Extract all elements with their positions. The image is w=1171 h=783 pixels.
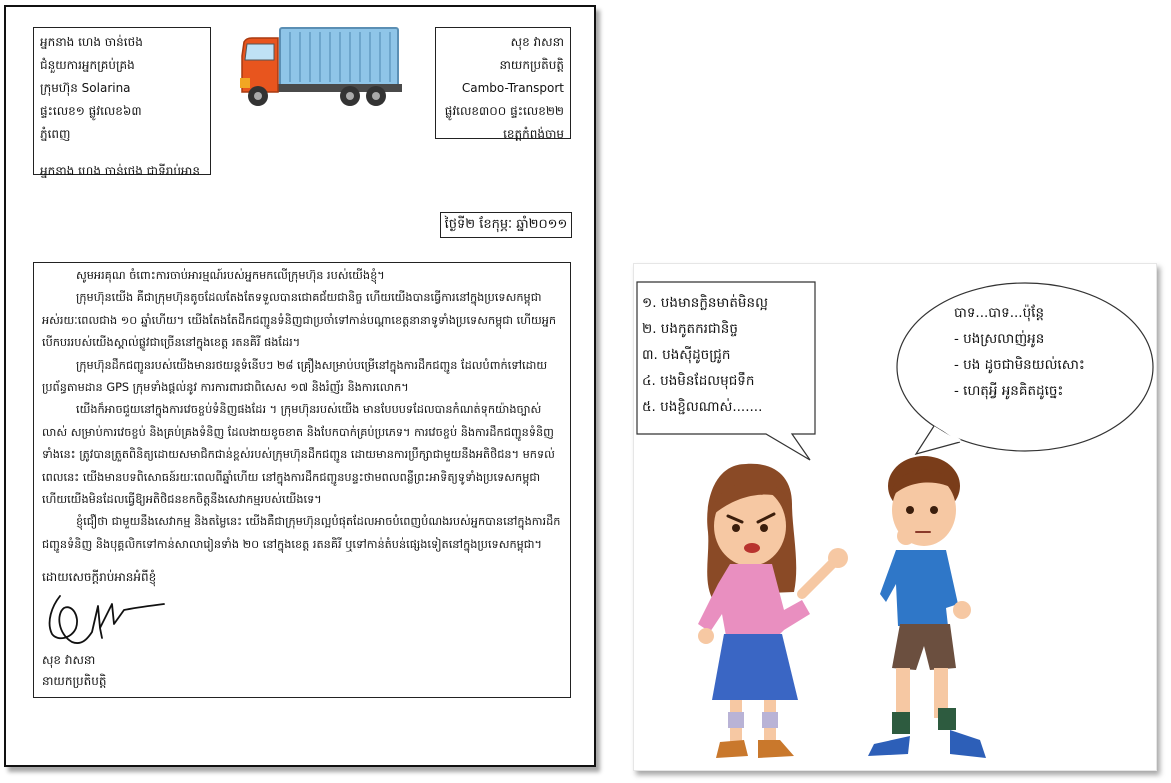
sender-street: ផ្ទះលេខ១ ផ្លូវលេខ៦៣: [40, 104, 142, 118]
sender-title: ជំនួយការអ្នកគ្រប់គ្រង: [40, 58, 135, 72]
girl-line-3: ៣. បងស៊ីដូចជ្រូក: [642, 347, 731, 363]
sender-address-box: [33, 27, 211, 178]
letter-date: ថ្ងៃទី២ ខែកុម្ភៈ ឆ្នាំ២០១១: [440, 212, 572, 238]
signer-title: នាយកប្រតិបត្តិ: [42, 674, 107, 689]
body-paragraph-1: សូមអរគុណ ចំពោះការចាប់អារម្មណ៍របស់អ្នកមកលើក្រុមហ៊ុន របស់យើងខ្ញុំ។: [76, 269, 385, 282]
body-paragraph-5: ខ្ញុំជឿថា ជាមួយនឹងសេវាកម្ម និងតម្លៃនេះ យើងគឺជាក្រុមហ៊ុនល្អបំផុតដែលអាចបំពេញបំណងរបស់អ្នកបាននៅក្នុងការដឹកជញ្ជូនទំនិញ និងបុគ្គលិកទៅកាន់សាលារៀនទាំង ២០ នៅក្នុងខេត្ត រតនគិរី ឬទៅកាន់តំបន់ផ្សេងទៀតនៅក្នុងប្រទេសកម្ពុជា។: [42, 515, 561, 551]
boy-line-3: - បង ដូចជាមិនយល់សោះ: [954, 357, 1085, 373]
sender-name: អ្នកនាង ហេង ចាន់ថេង: [40, 35, 143, 49]
recipient-province: ខេត្តកំពង់ចាម: [503, 127, 564, 141]
angry-girl-illustration: [698, 464, 848, 758]
boy-line-2: - បងស្រលាញ់អូន: [954, 331, 1045, 347]
handwritten-signature: [42, 588, 192, 650]
girl-line-2: ២. បងកូតករជានិច្ច: [642, 321, 738, 337]
sender-company: ក្រុមហ៊ុន Solarina: [40, 81, 131, 95]
girl-line-4: ៤. បងមិនដែលមុជទឹក: [642, 373, 755, 389]
confused-boy-illustration: [868, 456, 986, 758]
recipient-address-box: [435, 27, 571, 139]
truck-icon: [238, 26, 408, 108]
comic-panel: [633, 263, 1157, 771]
sender-city: ភ្នំពេញ: [40, 127, 71, 141]
body-paragraph-4: យើងក៏អាចជួយនៅក្នុងការវេចខ្ចប់ទំនិញផងដែរ ។ ក្រុមហ៊ុនរបស់យើង មានបែបបទដែលបានកំណត់ទុកយ៉ាងច្បាស់លាស់ សម្រាប់ការវេចខ្ចប់ និងគ្រប់គ្រងទំនិញ ដែលងាយខូចខាត និងបែកបាក់គ្រប់ប្រភេទ។ ការវេចខ្ចប់ និងការដឹកជញ្ជូនទំនិញទាំងនេះ ត្រូវបានត្រួតពិនិត្យដោយសមាជិកជាន់ខ្ពស់របស់ក្រុមហ៊ុនដឹកជញ្ជូន ដោយមានការប្រឹក្សាជាមួយនឹងអតិថិជន។ មកទល់ពេលនេះ យើងមានបទពិសោធន៍រយៈពេលពីឆ្នាំហើយ នៅក្នុងការដឹកជញ្ជូនបន្ទះថាមពលពន្លឺព្រះអាទិត្យទូទាំងប្រទេសកម្ពុជា ហើយយើងមិនដែលធ្វើឱ្យអតិថិជនខកចិត្តនឹងសេវាកម្មរបស់យើងទេ។: [42, 403, 555, 507]
letter-closing: ដោយសេចក្តីរាប់អានអំពីខ្ញុំ: [42, 570, 157, 585]
recipient-street: ផ្លូវលេខ៣០០ ផ្ទះលេខ២២: [444, 104, 564, 118]
girl-line-5: ៥. បងខ្ជិលណាស់.......: [642, 399, 763, 415]
girl-speech-text: [642, 290, 768, 420]
boy-line-1: បាទ...បាទ...ប៉ុន្តែ: [954, 305, 1045, 321]
recipient-company: Cambo-Transport: [461, 81, 564, 95]
signer-name: សុខ វាសនា: [42, 653, 96, 668]
boy-speech-text: [954, 300, 1085, 404]
letter-body: [33, 262, 571, 698]
girl-line-1: ១. បងមានក្លិនមាត់មិនល្អ: [642, 295, 768, 311]
sender-signatory: អ្នកនាង ហេង ចាន់ថេង ជាទីរាប់អាន: [40, 164, 200, 178]
recipient-title: នាយកប្រតិបត្តិ: [499, 58, 564, 72]
body-paragraph-2: ក្រុមហ៊ុនយើង គឺជាក្រុមហ៊ុនតូចដែលតែងតែទទួលបានជោគជ័យជានិច្ច ហើយយើងបានធ្វើការនៅក្នុងប្រទេសកម្ពុជាអស់រយៈពេលជាង ១០ ឆ្នាំហើយ។ យើងតែងតែដឹកជញ្ជូនទំនិញជាប្រចាំទៅកាន់បណ្តាខេត្តនានាទូទាំងប្រទេសកម្ពុជា ហើយអ្នកបើកបររបស់យើងស្គាល់ផ្លូវជាច្រើននៅក្នុងខេត្ត រតនគិរី ផងដែរ។: [42, 291, 557, 350]
body-paragraph-3: ក្រុមហ៊ុនដឹកជញ្ជូនរបស់យើងមានរថយន្តទំនើបៗ ២៨ គ្រឿងសម្រាប់បម្រើនៅក្នុងការដឹកជញ្ជូន ដែលបំពាក់ទៅដោយប្រព័ន្ធតាមដាន GPS ក្រុមទាំងផ្តល់នូវ ការការពារជាពិសេស ១៧ និងរំញ័រ និងការលោក។: [42, 358, 548, 395]
recipient-name: សុខ វាសនា: [510, 35, 564, 49]
boy-line-4: - ហេតុអ្វី អូនគិតដូច្នេះ: [954, 383, 1064, 399]
